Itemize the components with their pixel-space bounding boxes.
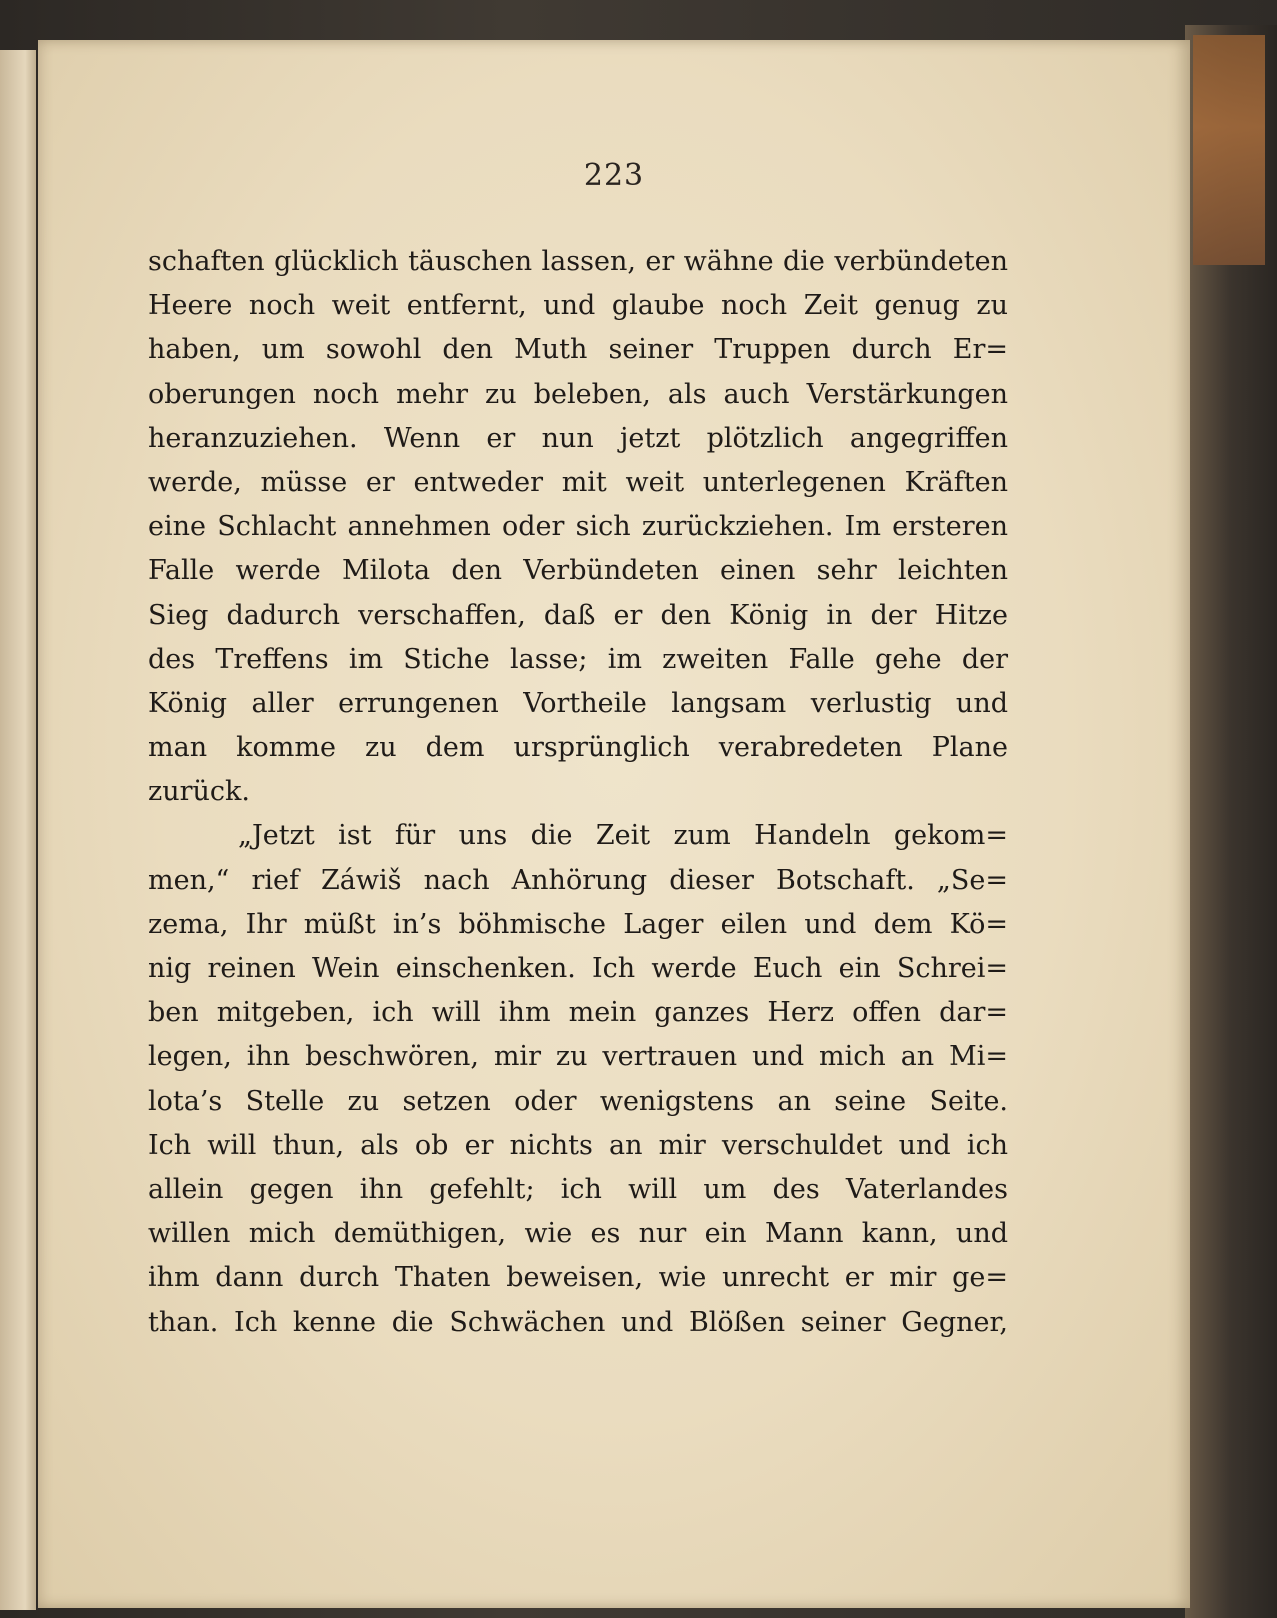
text-line: lota’s Stelle zu setzen oder wenigstens an seine Seite. — [148, 1085, 1008, 1117]
text-line: Falle werde Milota den Verbündeten einen sehr leichten — [148, 555, 1008, 587]
text-line: ihm dann durch Thaten beweisen, wie unrecht er mir ge= — [148, 1262, 1008, 1294]
text-line: Ich will thun, als ob er nichts an mir verschuldet und ich — [148, 1129, 1008, 1161]
book-page — [38, 40, 1190, 1608]
text-line: des Treffens im Stiche lasse; im zweiten Falle gehe der — [148, 643, 1008, 675]
text-line: willen mich demüthigen, wie es nur ein Mann kann, und — [148, 1218, 1008, 1250]
text-line: nig reinen Wein einschenken. Ich werde Euch ein Schrei= — [148, 953, 1008, 984]
cover-leather-corner — [1193, 35, 1265, 265]
text-line: eine Schlacht annehmen oder sich zurückziehen. Im ersteren — [148, 511, 1008, 543]
text-line: legen, ihn beschwören, mir zu vertrauen und mich an Mi= — [148, 1041, 1008, 1073]
page-number: 223 — [583, 158, 645, 193]
text-line: allein gegen ihn gefehlt; ich will um des Vaterlandes — [148, 1173, 1008, 1205]
text-line: König aller errungenen Vortheile langsam verlustig und — [148, 687, 1008, 719]
text-line: oberungen noch mehr zu beleben, als auch Verstärkungen — [148, 378, 1008, 410]
text-line: heranzuziehen. Wenn er nun jetzt plötzlich angegriffen — [148, 422, 1008, 454]
text-line: than. Ich kenne die Schwächen und Blößen seiner Gegner, — [148, 1306, 1008, 1338]
text-line: werde, müsse er entweder mit weit unterlegenen Kräften — [148, 466, 1008, 498]
text-line: men,“ rief Záwiš nach Anhörung dieser Botschaft. „Se= — [148, 864, 1008, 896]
text-line: schaften glücklich täuschen lassen, er wähne die verbündeten — [148, 246, 1008, 277]
text-line: „Jetzt ist für uns die Zeit zum Handeln gekom= — [238, 820, 1008, 852]
body-text — [148, 240, 1008, 1345]
text-line: ben mitgeben, ich will ihm mein ganzes Herz offen dar= — [148, 997, 1008, 1029]
text-line: haben, um sowohl den Muth seiner Truppen durch Er= — [148, 334, 1008, 366]
text-line: Heere noch weit entfernt, und glaube noch Zeit genug zu — [148, 290, 1008, 322]
text-line: man komme zu dem ursprünglich verabredeten Plane — [148, 732, 1008, 764]
text-line: zurück. — [148, 776, 250, 808]
left-page-edge — [0, 50, 36, 1610]
text-line: Sieg dadurch verschaffen, daß er den König in der Hitze — [148, 599, 1008, 631]
text-line: zema, Ihr müßt in’s böhmische Lager eilen und dem Kö= — [148, 908, 1008, 940]
